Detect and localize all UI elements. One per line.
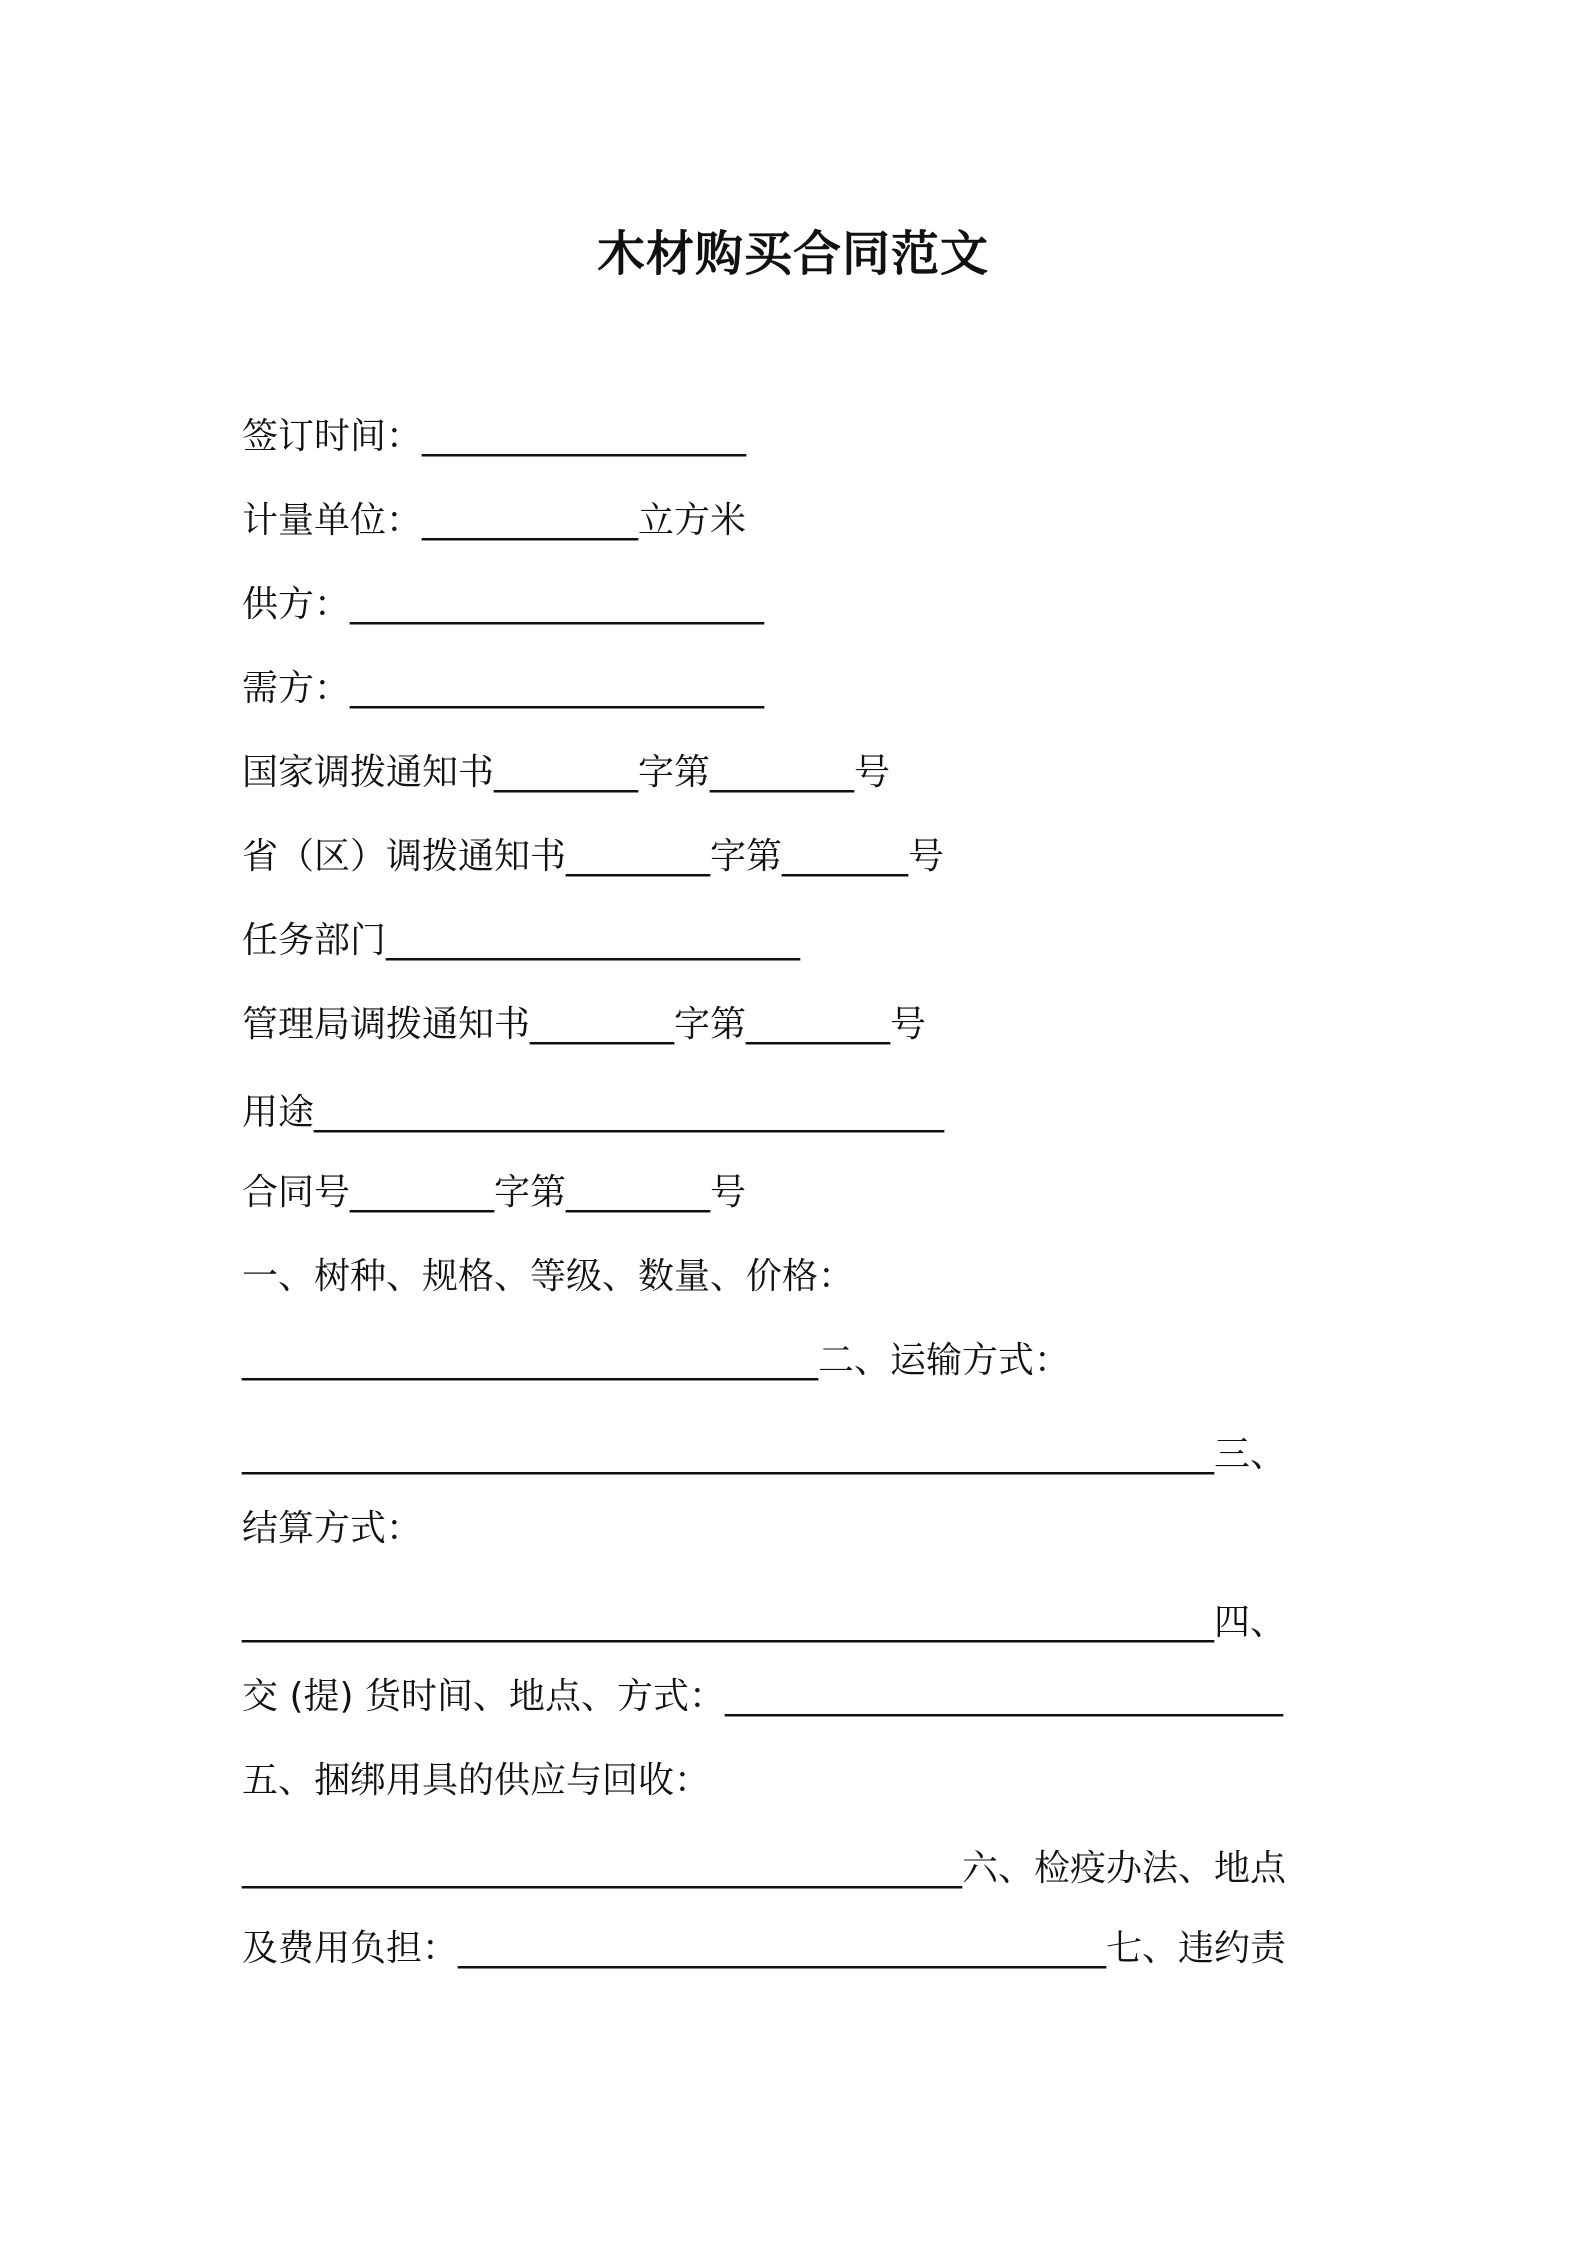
contract-number-line: 合同号________字第________号 (242, 1172, 747, 1213)
delivery-line: 交 (提) 货时间、地点、方式：_______________________________ (242, 1676, 1283, 1717)
clause-3-line: ______________________________________________________三、 (242, 1434, 1286, 1475)
clause-5-heading: 五、捆绑用具的供应与回收： (242, 1760, 711, 1801)
bureau-allocation-notice-line: 管理局调拨通知书________字第________号 (242, 1004, 927, 1045)
provincial-allocation-notice-line: 省（区）调拨通知书________字第_______号 (242, 836, 945, 877)
document-title: 木材购买合同范文 (596, 226, 989, 282)
settlement-method-line: 结算方式： (242, 1508, 423, 1549)
signing-date-line: 签订时间：__________________ (242, 416, 747, 457)
national-allocation-notice-line: 国家调拨通知书________字第________号 (242, 752, 891, 793)
purpose-line: 用途___________________________________ (242, 1092, 944, 1133)
clause-7-line: 及费用负担：____________________________________七、违约责 (242, 1928, 1287, 1969)
clause-2-line: ________________________________二、运输方式： (242, 1340, 1071, 1381)
task-department-line: 任务部门_______________________ (242, 920, 801, 961)
clause-4-line: ______________________________________________________四、 (242, 1602, 1286, 1643)
supplier-line: 供方：_______________________ (242, 584, 765, 625)
clause-6-line: ________________________________________六、检疫办法、地点 (242, 1848, 1287, 1889)
clause-1-heading: 一、树种、规格、等级、数量、价格： (242, 1256, 855, 1297)
measurement-unit-line: 计量单位：____________立方米 (242, 500, 747, 541)
buyer-line: 需方：_______________________ (242, 668, 765, 709)
